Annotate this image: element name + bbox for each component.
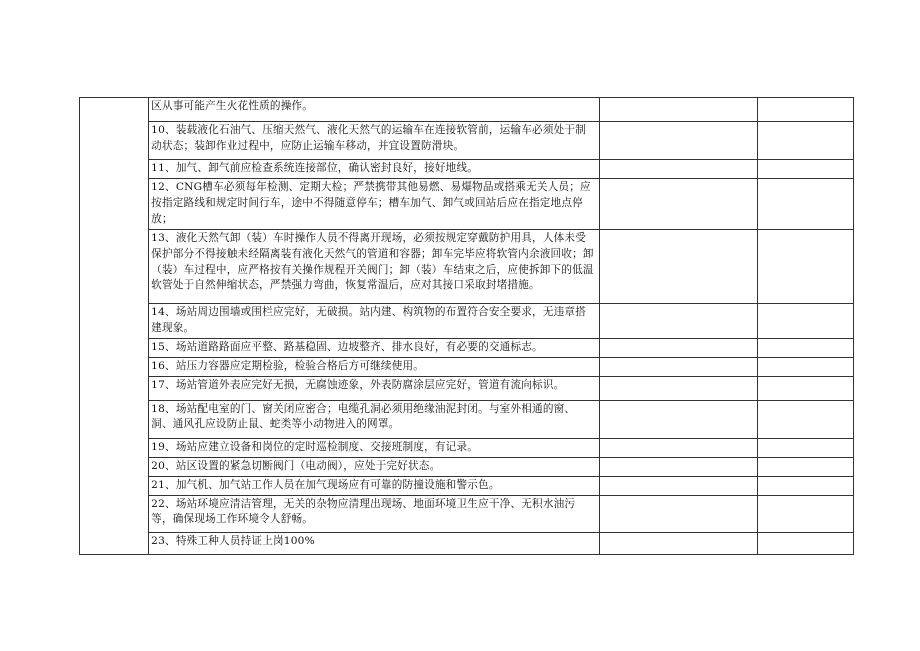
remark-cell [757,160,853,179]
remark-cell [757,400,853,438]
remark-cell [757,476,853,495]
result-cell [600,338,757,357]
result-cell [600,495,757,532]
item-text: 15、场站道路路面应平整、路基稳固、边坡整齐、排水良好，有必要的交通标志。 [151,340,543,353]
table-row [80,160,854,179]
result-cell [600,179,757,230]
table-row [80,230,854,304]
table-row [80,179,854,230]
item-cell [149,476,600,495]
result-cell [600,160,757,179]
result-cell [600,400,757,438]
table-row [80,357,854,376]
result-cell [600,98,757,122]
remark-cell [757,357,853,376]
remark-cell [757,438,853,457]
item-text: 17、场站管道外表应完好无损，无腐蚀迹象，外表防腐涂层应完好，管道有流向标识。 [151,378,565,391]
item-text: 23、特殊工种人员持证上岗100% [151,534,315,547]
item-cell [149,304,600,339]
item-text: 10、装载液化石油气、压缩天然气、液化天然气的运输车在连接软管前，运输车必须处于制动状态；装卸作业过程中，应防止运输车移动，并宜设置防滑块。 [151,124,587,152]
table-row [80,532,854,554]
item-text: 20、站区设置的紧急切断阀门（电动阀），应处于完好状态。 [151,459,441,472]
remark-cell [757,122,853,160]
item-text: 19、场站应建立设备和岗位的定时巡检制度、交接班制度，有记录。 [151,440,479,453]
result-cell [600,532,757,554]
item-text: 13、液化天然气卸（装）车时操作人员不得离开现场，必须按规定穿戴防护用具，人体未受保护部分不得接触未经隔离装有液化天然气的管道和容器；卸车完毕应将软管内余液回收；卸（装）车过程中，应严格按有关操作规程开关阀门；卸（装）车结束之后，应使拆卸下的低温软管处于自然伸缩状态，严禁强力弯曲，恢复常温后，应对其接口采取封堵措施。 [151,232,594,292]
result-cell [600,230,757,304]
item-cell [149,532,600,554]
item-text: 16、站压力容器应定期检验，检验合格后方可继续使用。 [151,359,425,372]
item-cell [149,357,600,376]
item-text: 11、加气、卸气前应检查系统连接部位，确认密封良好，接好地线。 [151,162,479,174]
remark-cell [757,179,853,230]
item-text: 21、加气机、加气站工作人员在加气现场应有可靠的防撞设施和警示色。 [151,478,500,491]
item-cell [149,495,600,532]
item-cell [149,338,600,357]
item-cell [149,400,600,438]
table-row [80,338,854,357]
remark-cell [757,230,853,304]
table-row [80,400,854,438]
table-row [80,376,854,400]
remark-cell [757,98,853,122]
remark-cell [757,304,853,339]
checklist-table [79,97,854,555]
remark-cell [757,532,853,554]
result-cell [600,357,757,376]
item-text: 22、场站环境应清洁管理，无关的杂物应清理出现场、地面环境卫生应干净、无积水油污等，确保现场工作环境令人舒畅。 [151,497,576,526]
item-cell [149,160,600,179]
item-cell [149,457,600,476]
table-row [80,304,854,339]
item-text: 14、场站周边围墙或围栏应完好，无破损。站内建、构筑物的布置符合安全要求，无违章搭建现象。 [151,306,587,334]
result-cell [600,457,757,476]
result-cell [600,438,757,457]
item-cell [149,438,600,457]
table-row [80,122,854,160]
item-cell [149,230,600,304]
result-cell [600,122,757,160]
item-cell [149,98,600,122]
item-text: 18、场站配电室的门、窗关闭应密合；电缆孔洞必须用绝缘油泥封闭。与室外相通的窗、洞、通风孔应设防止鼠、蛇类等小动物进入的网罩。 [151,402,576,431]
table-row [80,457,854,476]
table-row [80,495,854,532]
remark-cell [757,376,853,400]
item-text: 区从事可能产生火花性质的操作。 [151,100,314,112]
remark-cell [757,338,853,357]
item-cell [149,179,600,230]
result-cell [600,304,757,339]
result-cell [600,476,757,495]
category-cell [80,98,149,555]
item-cell [149,376,600,400]
item-text: 12、CNG槽车必须每年检测、定期大检；严禁携带其他易燃、易爆物品或搭乘无关人员；应按指定路线和规定时间行车，途中不得随意停车；槽车加气、卸气或回站后应在指定地点停放； [151,181,591,225]
table-row [80,438,854,457]
remark-cell [757,457,853,476]
table-row [80,98,854,122]
item-cell [149,122,600,160]
result-cell [600,376,757,400]
remark-cell [757,495,853,532]
table-row [80,476,854,495]
